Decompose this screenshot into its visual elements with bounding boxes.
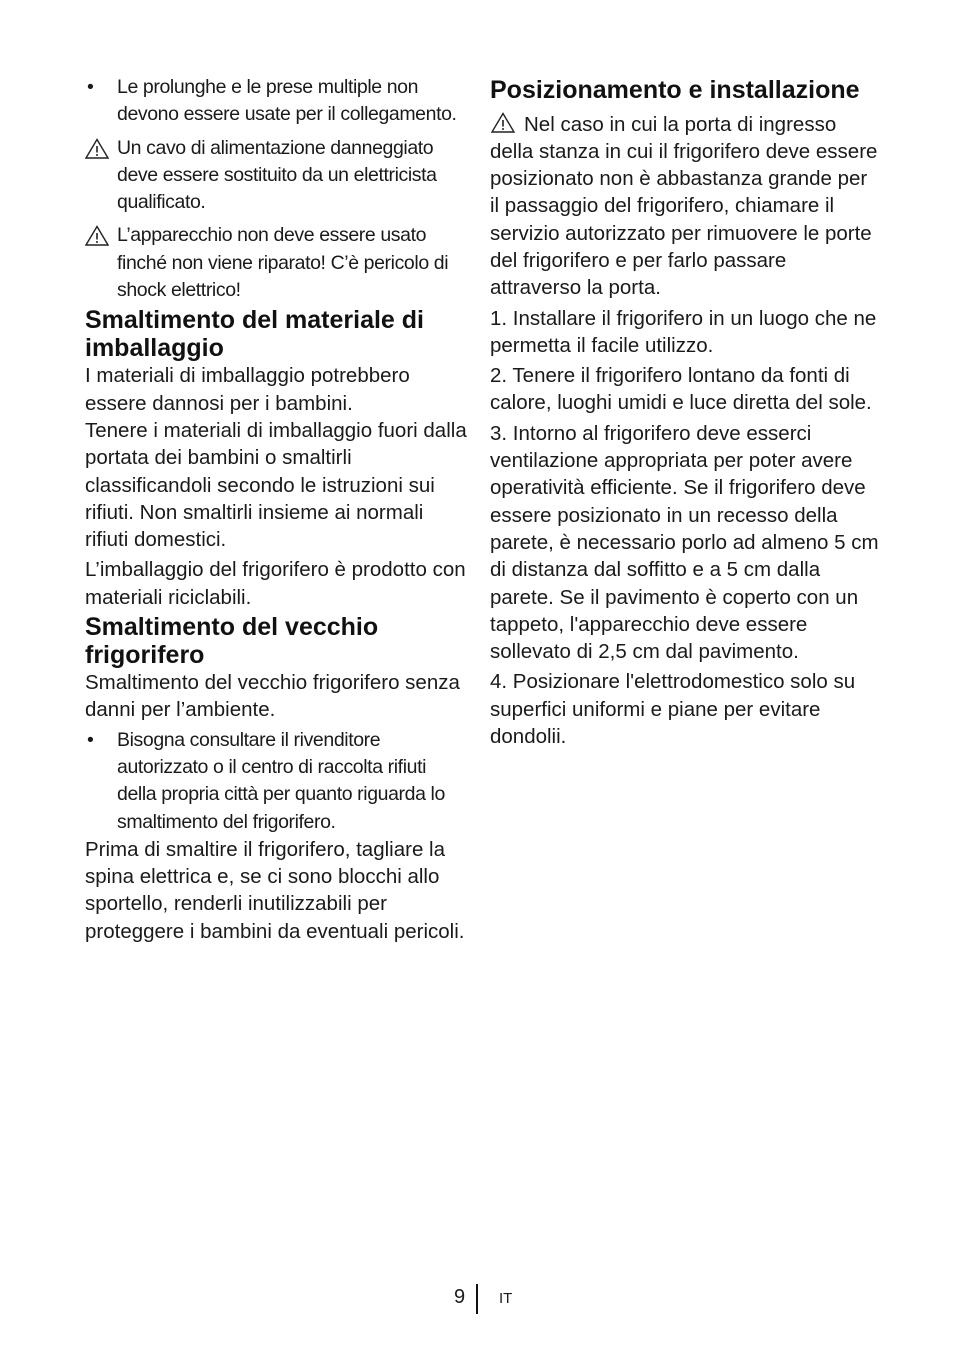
bullet-dot: • bbox=[87, 76, 94, 98]
install-step-2: 2. Tenere il frigorifero lontano da fonti di calore, luoghi umidi e luce diretta del sole. bbox=[490, 364, 872, 415]
install-step-4: 4. Posizionare l'elettrodomestico solo su superfici uniformi e piane per evitare dondolii. bbox=[490, 670, 856, 749]
section-heading-old-fridge: Smaltimento del vecchio frigorifero bbox=[85, 613, 379, 669]
bullet-text: Le prolunghe e le prese multiple non devono essere usate per il collegamento. bbox=[117, 76, 457, 126]
warning-text: Nel caso in cui la porta di ingresso della stanza in cui il frigorifero deve essere posizionato non è abbastanza grande per il passaggio del frigorifero, chiamare il servizio autorizzato per rimuovere le porte del frigorifero e per farlo passare attraverso la porta. bbox=[490, 112, 878, 300]
warning-text: L’apparecchio non deve essere usato finché non viene riparato! C’è pericolo di shock elettrico! bbox=[117, 224, 449, 302]
right-column bbox=[490, 74, 882, 750]
bullet-item bbox=[85, 727, 470, 836]
footer-divider bbox=[476, 1284, 478, 1314]
warning-paragraph bbox=[490, 111, 882, 302]
page-number: 9 bbox=[454, 1286, 466, 1308]
section-heading-packaging: Smaltimento del materiale di imballaggio bbox=[85, 306, 424, 362]
warning-icon bbox=[85, 138, 109, 159]
paragraph: Tenere i materiali di imballaggio fuori dalla portata dei bambini o smaltirli classificandoli secondo le istruzioni sui rifiuti. Non smaltirli insieme ai normali rifiuti domestici. bbox=[85, 418, 467, 552]
warning-item bbox=[85, 222, 470, 304]
install-step-3: 3. Intorno al frigorifero deve esserci ventilazione appropriata per poter avere operatività efficiente. Se il frigorifero deve essere posizionato in un recesso della parete, è necessario porlo ad almeno 5 cm di distanza dal soffitto e a 5 cm dalla parete. Se il pavimento è coperto con un tappeto, l'apparecchio deve essere sollevato di 2,5 cm dal pavimento. bbox=[490, 421, 879, 664]
warning-icon bbox=[85, 225, 109, 246]
install-step-1: 1. Installare il frigorifero in un luogo che ne permetta il facile utilizzo. bbox=[490, 306, 877, 357]
warning-item bbox=[85, 135, 470, 217]
section-heading-install: Posizionamento e installazione bbox=[490, 76, 860, 104]
paragraph: Smaltimento del vecchio frigorifero senza danni per l’ambiente. bbox=[85, 671, 460, 722]
paragraph: L’imballaggio del frigorifero è prodotto con materiali riciclabili. bbox=[85, 558, 466, 609]
paragraph: Prima di smaltire il frigorifero, tagliare la spina elettrica e, se ci sono blocchi allo sportello, renderli inutilizzabili per proteggere i bambini da eventuali pericoli. bbox=[85, 837, 465, 943]
language-code: IT bbox=[499, 1290, 513, 1307]
left-column bbox=[85, 74, 470, 945]
warning-icon bbox=[490, 112, 516, 133]
paragraph: I materiali di imballaggio potrebbero essere dannosi per i bambini. bbox=[85, 364, 410, 415]
bullet-item bbox=[85, 74, 470, 129]
warning-text: Un cavo di alimentazione danneggiato deve essere sostituito da un elettricista qualificato. bbox=[117, 136, 437, 214]
bullet-text: Bisogna consultare il rivenditore autorizzato o il centro di raccolta rifiuti della propria città per quanto riguarda lo smaltimento del frigorifero. bbox=[117, 728, 445, 833]
bullet-dot: • bbox=[87, 728, 94, 751]
